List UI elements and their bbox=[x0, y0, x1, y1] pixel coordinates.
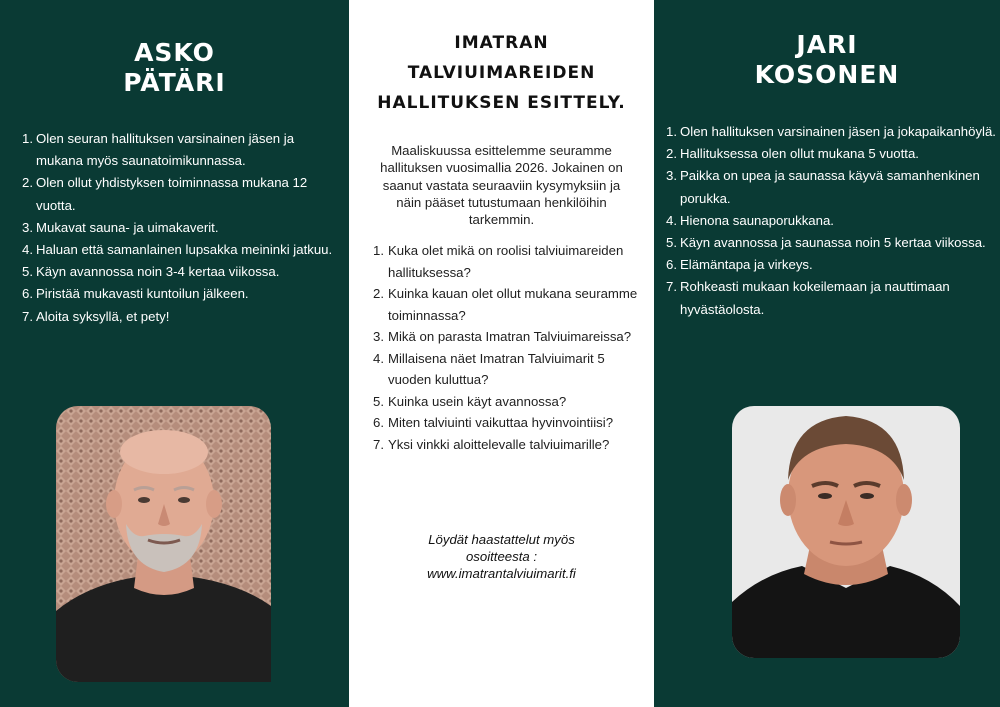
answer-number: 5. bbox=[666, 235, 677, 251]
question-item bbox=[373, 348, 648, 391]
question-item bbox=[373, 326, 648, 348]
answer-text: Käyn avannossa ja saunassa noin 5 kertaa viikossa. bbox=[680, 235, 986, 251]
website-link[interactable]: www.imatrantalviuimarit.fi bbox=[427, 566, 576, 581]
questions-list bbox=[373, 240, 648, 455]
question-number: 7. bbox=[373, 436, 384, 452]
answer-item bbox=[22, 283, 337, 305]
question-text: Millaisena näet Imatran Talviuimarit 5 vuoden kuluttua? bbox=[388, 350, 605, 387]
question-number: 5. bbox=[373, 393, 384, 409]
question-text: Kuinka usein käyt avannossa? bbox=[388, 393, 567, 409]
question-item bbox=[373, 240, 648, 283]
answers-list-jari bbox=[666, 121, 996, 321]
member-name-line1: ASKO bbox=[134, 38, 215, 67]
portrait-illustration bbox=[56, 406, 271, 682]
answer-number: 7. bbox=[22, 308, 33, 324]
portrait-photo-asko bbox=[56, 406, 271, 682]
answer-number: 7. bbox=[666, 279, 677, 295]
member-name-line2: KOSONEN bbox=[754, 60, 900, 89]
answer-item bbox=[666, 143, 996, 165]
answer-item bbox=[666, 165, 996, 209]
answer-item bbox=[666, 121, 996, 143]
answer-number: 1. bbox=[22, 131, 33, 146]
question-number: 6. bbox=[373, 415, 384, 430]
footer-line1: Löydät haastattelut myös bbox=[428, 532, 575, 547]
right-panel bbox=[654, 0, 1000, 707]
question-number: 2. bbox=[373, 286, 384, 301]
question-number: 3. bbox=[373, 329, 384, 344]
answer-number: 2. bbox=[666, 146, 677, 162]
answer-text: Olen ollut yhdistyksen toiminnassa mukana 12 vuotta. bbox=[36, 175, 308, 213]
page-title bbox=[349, 28, 654, 118]
answer-text: Mukavat sauna- ja uimakaverit. bbox=[36, 219, 219, 235]
member-name-line1: JARI bbox=[796, 30, 858, 59]
title-line3: HALLITUKSEN ESITTELY. bbox=[377, 93, 626, 113]
answer-text: Paikka on upea ja saunassa käyvä samanhenkinen porukka. bbox=[680, 168, 980, 206]
member-name-jari bbox=[654, 30, 1000, 90]
answer-item bbox=[22, 128, 337, 172]
answer-item bbox=[666, 254, 996, 276]
center-panel bbox=[349, 0, 654, 707]
answer-item bbox=[666, 232, 996, 254]
portrait-photo-jari bbox=[732, 406, 960, 658]
answer-text: Olen seuran hallituksen varsinainen jäsen ja mukana myös saunatoimikunnassa. bbox=[36, 131, 295, 169]
answer-text: Elämäntapa ja virkeys. bbox=[680, 257, 813, 273]
website-note bbox=[349, 531, 654, 582]
answer-item bbox=[666, 210, 996, 232]
question-text: Kuka olet mikä on roolisi talviuimareiden hallituksessa? bbox=[388, 243, 624, 280]
answer-number: 2. bbox=[22, 175, 33, 191]
answers-list-asko bbox=[22, 128, 337, 328]
title-line1: IMATRAN bbox=[454, 33, 549, 53]
answer-text: Hallituksessa olen ollut mukana 5 vuotta. bbox=[680, 146, 919, 162]
answer-number: 3. bbox=[666, 168, 677, 184]
question-item bbox=[373, 434, 648, 456]
answer-number: 5. bbox=[22, 264, 33, 280]
question-text: Yksi vinkki aloittelevalle talviuimarille? bbox=[388, 436, 610, 452]
member-name-line2: PÄTÄRI bbox=[123, 68, 226, 97]
question-item bbox=[373, 391, 648, 413]
title-line2: TALVIUIMAREIDEN bbox=[407, 63, 596, 83]
member-name-asko bbox=[0, 38, 349, 98]
question-number: 4. bbox=[373, 350, 384, 366]
answer-number: 1. bbox=[666, 124, 677, 139]
answer-text: Haluan että samanlainen lupsakka meininki jatkuu. bbox=[36, 242, 333, 258]
answer-text: Rohkeasti mukaan kokeilemaan ja nauttimaan hyvästäolosta. bbox=[680, 279, 950, 317]
question-number: 1. bbox=[373, 243, 384, 258]
intro-paragraph: Maaliskuussa esittelemme seuramme hallituksen vuosimallia 2026. Jokainen on saanut vastata seuraaviin kysymyksiin ja näin pääset tutustumaan henkilöihin tarkemmin. bbox=[380, 143, 623, 228]
answer-item bbox=[666, 276, 996, 320]
answer-item bbox=[22, 217, 337, 239]
footer-line2: osoitteesta : bbox=[465, 549, 538, 564]
question-item bbox=[373, 283, 648, 326]
answer-text: Hienona saunaporukkana. bbox=[680, 212, 834, 228]
answer-number: 4. bbox=[666, 212, 677, 228]
question-text: Kuinka kauan olet ollut mukana seuramme toiminnassa? bbox=[388, 286, 638, 323]
answer-text: Aloita syksyllä, et pety! bbox=[36, 308, 170, 324]
answer-item bbox=[22, 261, 337, 283]
answer-number: 3. bbox=[22, 219, 33, 235]
answer-number: 6. bbox=[666, 257, 677, 273]
left-panel bbox=[0, 0, 349, 707]
answer-item bbox=[22, 172, 337, 216]
question-text: Mikä on parasta Imatran Talviuimareissa? bbox=[388, 329, 632, 344]
question-item bbox=[373, 412, 648, 434]
portrait-illustration bbox=[732, 406, 960, 658]
answer-item bbox=[22, 239, 337, 261]
answer-text: Käyn avannossa noin 3-4 kertaa viikossa. bbox=[36, 264, 280, 280]
answer-text: Olen hallituksen varsinainen jäsen ja jokapaikanhöylä. bbox=[680, 124, 996, 139]
answer-number: 6. bbox=[22, 286, 33, 302]
answer-item bbox=[22, 306, 337, 328]
answer-text: Piristää mukavasti kuntoilun jälkeen. bbox=[36, 286, 249, 302]
question-text: Miten talviuinti vaikuttaa hyvinvointiisi? bbox=[388, 415, 614, 430]
answer-number: 4. bbox=[22, 242, 33, 258]
